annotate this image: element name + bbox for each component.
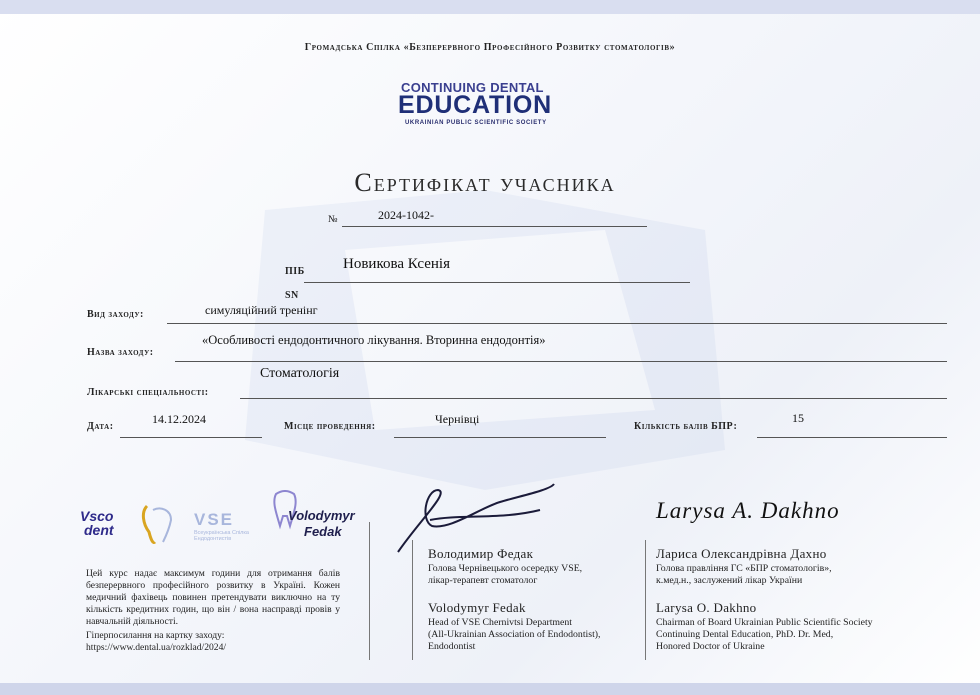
hyperlink-label: Гіперпосилання на картку заходу: xyxy=(86,630,225,641)
number-label: № xyxy=(328,214,338,225)
vscodent-line1: Vsco xyxy=(80,508,114,524)
fedak-title-en-1: Head of VSE Chernivtsi Department xyxy=(428,617,573,628)
vse-sub2: Ендодонтистів xyxy=(194,536,232,542)
fedak-title-ua xyxy=(428,563,582,587)
dakhno-title-en-2: Continuing Dental Education, PhD. Dr. Med, xyxy=(656,629,834,640)
specialty-value: Стоматологія xyxy=(260,366,340,381)
top-band xyxy=(0,0,980,14)
dakhno-title-en-3: Honored Doctor of Ukraine xyxy=(656,641,765,652)
name-line xyxy=(304,282,690,283)
vse-sub1: Всеукраїнська Спілка xyxy=(194,530,249,536)
specialty-line xyxy=(240,398,947,399)
vse-label: VSE xyxy=(194,510,235,529)
dakhno-title-ua-1: Голова правління ГС «БПР стоматологів», xyxy=(656,563,832,574)
divider-sig2 xyxy=(645,540,646,660)
dakhno-title-ua-2: к.мед.н., заслужений лікар України xyxy=(656,575,803,586)
logo-line3: UKRAINIAN PUBLIC SCIENTIFIC SOCIETY xyxy=(405,120,547,126)
event-name-value: «Особливості ендодонтичного лікування. Вторинна ендодонтія» xyxy=(202,333,546,347)
event-type-label: Вид заходу: xyxy=(87,309,144,320)
dakhno-title-ua xyxy=(656,563,832,587)
vscodent-logo xyxy=(80,508,124,548)
logo-line1: CONTINUING DENTAL xyxy=(401,80,544,95)
dakhno-title-en-1: Chairman of Board Ukrainian Public Scientific Society xyxy=(656,617,873,628)
sn-label: SN xyxy=(285,290,299,301)
points-value: 15 xyxy=(792,411,804,425)
fedak-title-en-3: Endodontist xyxy=(428,641,476,652)
hyperlink-note xyxy=(86,630,346,654)
vse-subtitle xyxy=(194,530,249,542)
course-note: Цей курс надає максимум години для отримання балів безперервного професійного розвитку в Україні. Кожен медичний фахівець повинен претендувати виключно на ту кількість кредитних годин, що він / вона насправді провів у навчальній діяльності. xyxy=(86,568,340,627)
fedak-logo-line2: Fedak xyxy=(304,524,342,539)
cde-logo xyxy=(398,80,578,130)
points-line xyxy=(757,437,947,438)
number-value: 2024-1042- xyxy=(378,208,434,222)
event-name-line xyxy=(175,361,947,362)
number-line xyxy=(342,226,647,227)
event-type-line xyxy=(167,323,947,324)
date-label: Дата: xyxy=(87,421,114,432)
dakhno-name-ua: Лариса Олександрівна Дахно xyxy=(656,546,827,561)
date-value: 14.12.2024 xyxy=(152,412,206,426)
logo-line2: EDUCATION xyxy=(398,91,552,119)
fedak-name-en: Volodymyr Fedak xyxy=(428,600,526,615)
place-line xyxy=(394,437,606,438)
fedak-title-ua-1: Голова Чернівецького осередку VSE, xyxy=(428,563,583,574)
hyperlink-url[interactable]: https://www.dental.ua/rozklad/2024/ xyxy=(86,642,227,653)
event-name-label: Назва заходу: xyxy=(87,347,154,358)
organization-name: Громадська Спілка «Безперервного Професійного Розвитку стоматологів» xyxy=(304,42,676,53)
divider-left xyxy=(369,522,370,660)
name-label: ПІБ xyxy=(285,266,305,277)
certificate-title: Сертифікат учасника xyxy=(354,168,616,197)
vscodent-line2: dent xyxy=(84,522,114,538)
fedak-name-ua: Володимир Федак xyxy=(428,546,534,561)
fedak-logo-line1: Volodymyr xyxy=(288,508,355,523)
dakhno-name-en: Larysa O. Dakhno xyxy=(656,600,757,615)
event-type-value: симуляційний тренінг xyxy=(205,303,318,317)
specialty-label: Лікарські спеціальності: xyxy=(87,387,209,398)
name-value: Новикова Ксенія xyxy=(343,256,450,272)
signature-dakhno: Larysa A. Dakhno xyxy=(656,498,840,523)
fedak-title-en-2: (All-Ukrainian Association of Endodontist), xyxy=(428,629,601,640)
vse-tooth-icon xyxy=(139,502,179,546)
dakhno-title-en xyxy=(656,617,873,653)
points-label: Кількість балів БПР: xyxy=(634,421,738,432)
date-line xyxy=(120,437,262,438)
place-value: Чернівці xyxy=(435,412,480,426)
fedak-title-ua-2: лікар-терапевт стоматолог xyxy=(428,575,538,586)
bottom-band xyxy=(0,683,980,695)
fedak-title-en xyxy=(428,617,601,653)
place-label: Місце проведення: xyxy=(284,421,376,432)
